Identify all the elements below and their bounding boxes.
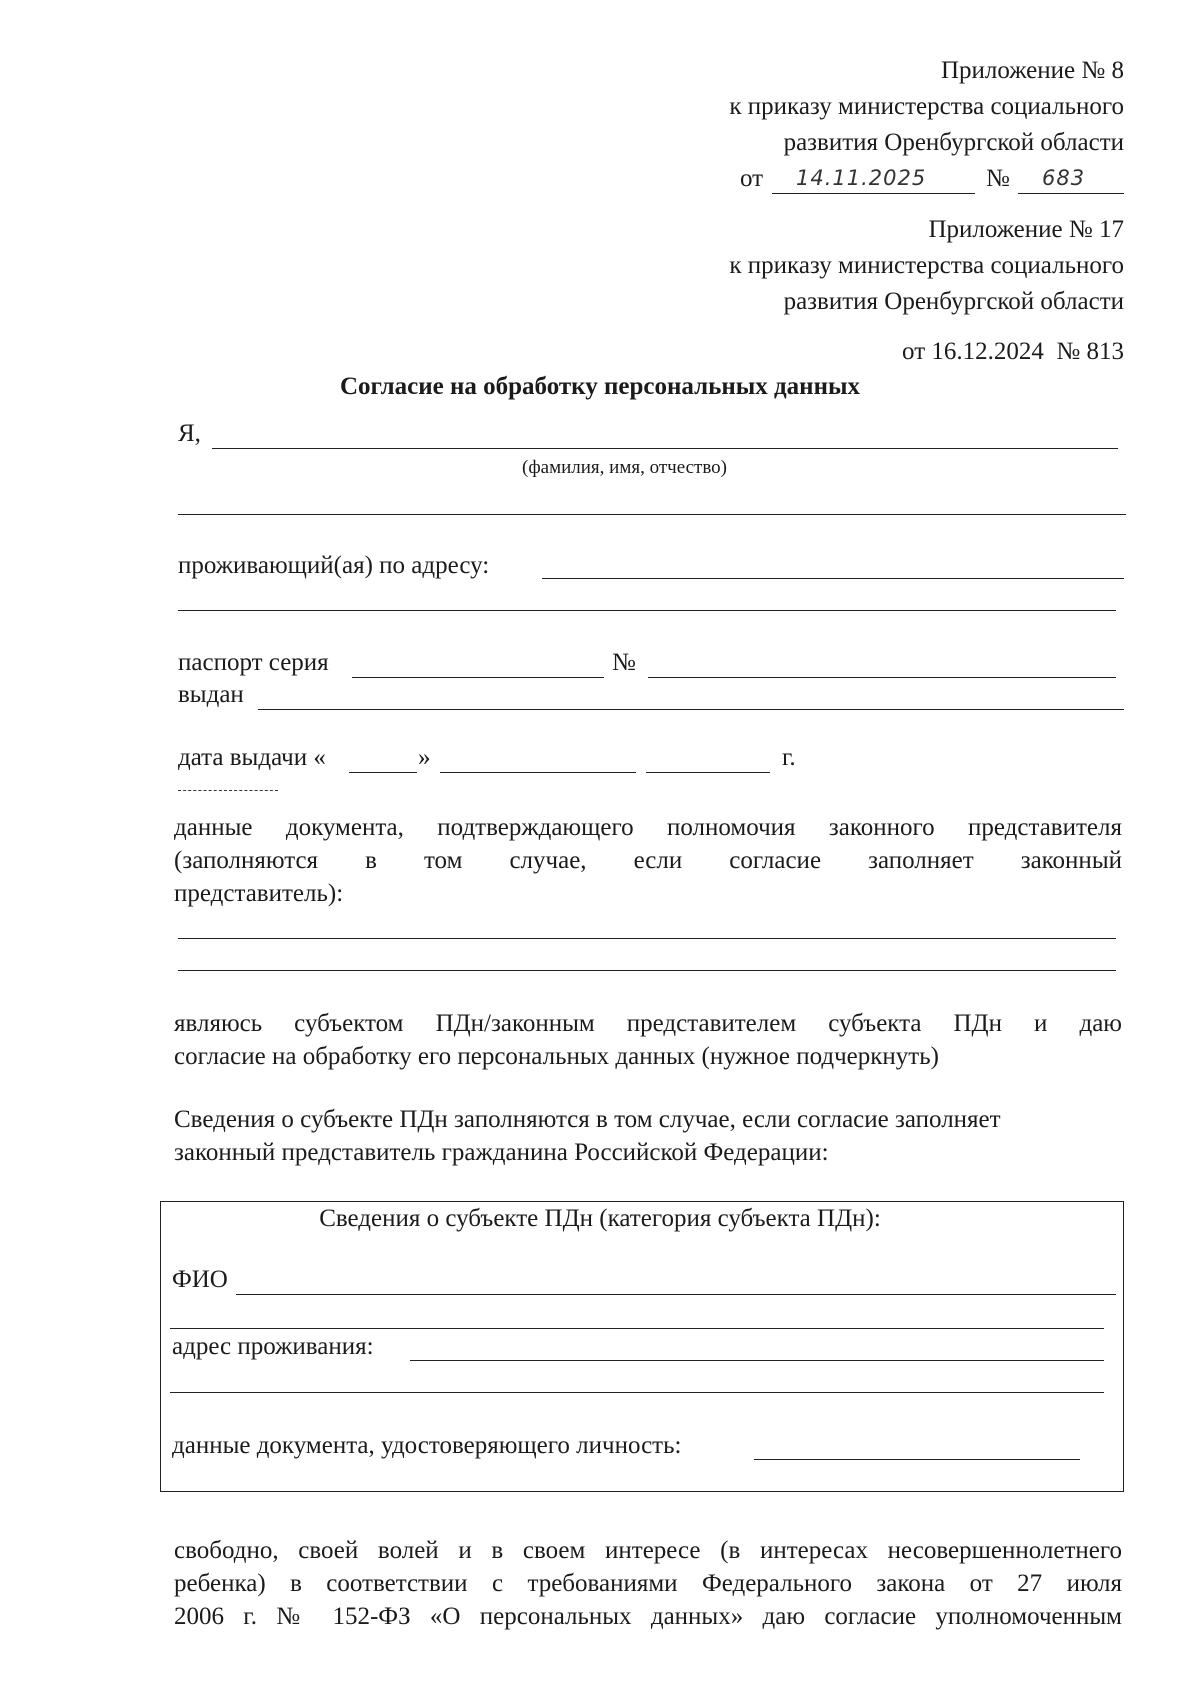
rep-doc-line-2: (заполняются в том случае, если согласие заполняет законный bbox=[174, 847, 1122, 874]
consent-line-1: свободно, своей волей и в своем интересе (в интересах несовершеннолетнего bbox=[174, 1537, 1122, 1564]
address-label: проживающий(ая) по адресу: bbox=[178, 552, 490, 579]
subject-address-label: адрес проживания: bbox=[172, 1333, 374, 1360]
subject-box-heading: Сведения о субъекте ПДн (категория субъекта ПДн): bbox=[319, 1205, 881, 1232]
passport-number-label: № bbox=[612, 649, 636, 676]
subject-statement-line-2: согласие на обработку его персональных данных (нужное подчеркнуть) bbox=[174, 1043, 939, 1070]
passport-number-field[interactable] bbox=[648, 677, 1116, 678]
subject-address-field-2[interactable] bbox=[170, 1392, 1104, 1393]
appendix-8-title: Приложение № 8 bbox=[940, 57, 1124, 84]
issue-year-field[interactable] bbox=[646, 772, 770, 773]
fio-caption: (фамилия, имя, отчество) bbox=[522, 457, 728, 478]
year-suffix: г. bbox=[782, 744, 796, 771]
subject-info-note-line-1: Сведения о субъекте ПДн заполняются в том случае, если согласие заполняет bbox=[174, 1106, 1001, 1133]
fio-field-line-2[interactable] bbox=[178, 514, 1126, 515]
issue-date-label: дата выдачи « bbox=[178, 744, 326, 771]
appendix-17-line-1: к приказу министерства социального bbox=[729, 252, 1124, 279]
consent-line-3: 2006 г. № 152-ФЗ «О персональных данных» даю согласие уполномоченным bbox=[174, 1603, 1122, 1630]
appendix-8-date-underline bbox=[772, 193, 975, 194]
rep-doc-line-1: данные документа, подтверждающего полномочия законного представителя bbox=[174, 814, 1122, 841]
appendix-8-number-underline bbox=[1018, 193, 1124, 194]
rep-doc-field-line-1[interactable] bbox=[178, 938, 1116, 939]
appendix-8-number-handwritten: 683 bbox=[1042, 166, 1086, 190]
i-label: Я, bbox=[178, 420, 201, 447]
subject-address-field[interactable] bbox=[410, 1360, 1104, 1361]
fio-field-line[interactable] bbox=[212, 448, 1118, 449]
subject-info-note-line-2: законный представитель гражданина Российской Федерации: bbox=[174, 1139, 829, 1166]
appendix-17-line-2: развития Оренбургской области bbox=[783, 288, 1124, 315]
subject-statement-paragraph bbox=[174, 1007, 1122, 1073]
appendix-8-line-2: развития Оренбургской области bbox=[783, 129, 1124, 156]
subject-fio-label: ФИО bbox=[172, 1266, 228, 1293]
subject-fio-field[interactable] bbox=[236, 1294, 1116, 1295]
subject-id-doc-label: данные документа, удостоверяющего личность: bbox=[172, 1432, 682, 1459]
consent-paragraph bbox=[174, 1534, 1122, 1633]
issue-day-field[interactable] bbox=[349, 772, 417, 773]
address-field-line-2[interactable] bbox=[178, 610, 1116, 611]
subject-fio-field-2[interactable] bbox=[170, 1328, 1104, 1329]
dashed-separator bbox=[178, 790, 278, 791]
passport-series-label: паспорт серия bbox=[178, 649, 329, 676]
appendix-8-date-handwritten: 14.11.2025 bbox=[796, 166, 927, 190]
appendix-8-line-1: к приказу министерства социального bbox=[729, 93, 1124, 120]
subject-id-doc-field[interactable] bbox=[754, 1459, 1080, 1460]
issued-label: выдан bbox=[178, 681, 244, 708]
document-title: Согласие на обработку персональных данных bbox=[339, 373, 860, 400]
issue-date-close-quote: » bbox=[418, 744, 431, 771]
appendix-17-title: Приложение № 17 bbox=[928, 216, 1124, 243]
subject-statement-line-1: являюсь субъектом ПДн/законным представителем субъекта ПДн и даю bbox=[174, 1010, 1122, 1037]
rep-doc-line-3: представитель): bbox=[174, 880, 344, 907]
appendix-8-number-prefix: № bbox=[986, 165, 1010, 192]
issue-month-field[interactable] bbox=[440, 772, 636, 773]
address-field-line[interactable] bbox=[542, 578, 1124, 579]
consent-line-2: ребенка) в соответствии с требованиями Федерального закона от 27 июля bbox=[174, 1570, 1122, 1597]
rep-doc-paragraph bbox=[174, 811, 1122, 910]
rep-doc-field-line-2[interactable] bbox=[178, 970, 1116, 971]
passport-series-field[interactable] bbox=[352, 677, 604, 678]
appendix-17-date-line: от 16.12.2024 № 813 bbox=[902, 338, 1124, 365]
appendix-8-date-prefix: от bbox=[740, 165, 764, 192]
issued-by-field[interactable] bbox=[258, 709, 1124, 710]
